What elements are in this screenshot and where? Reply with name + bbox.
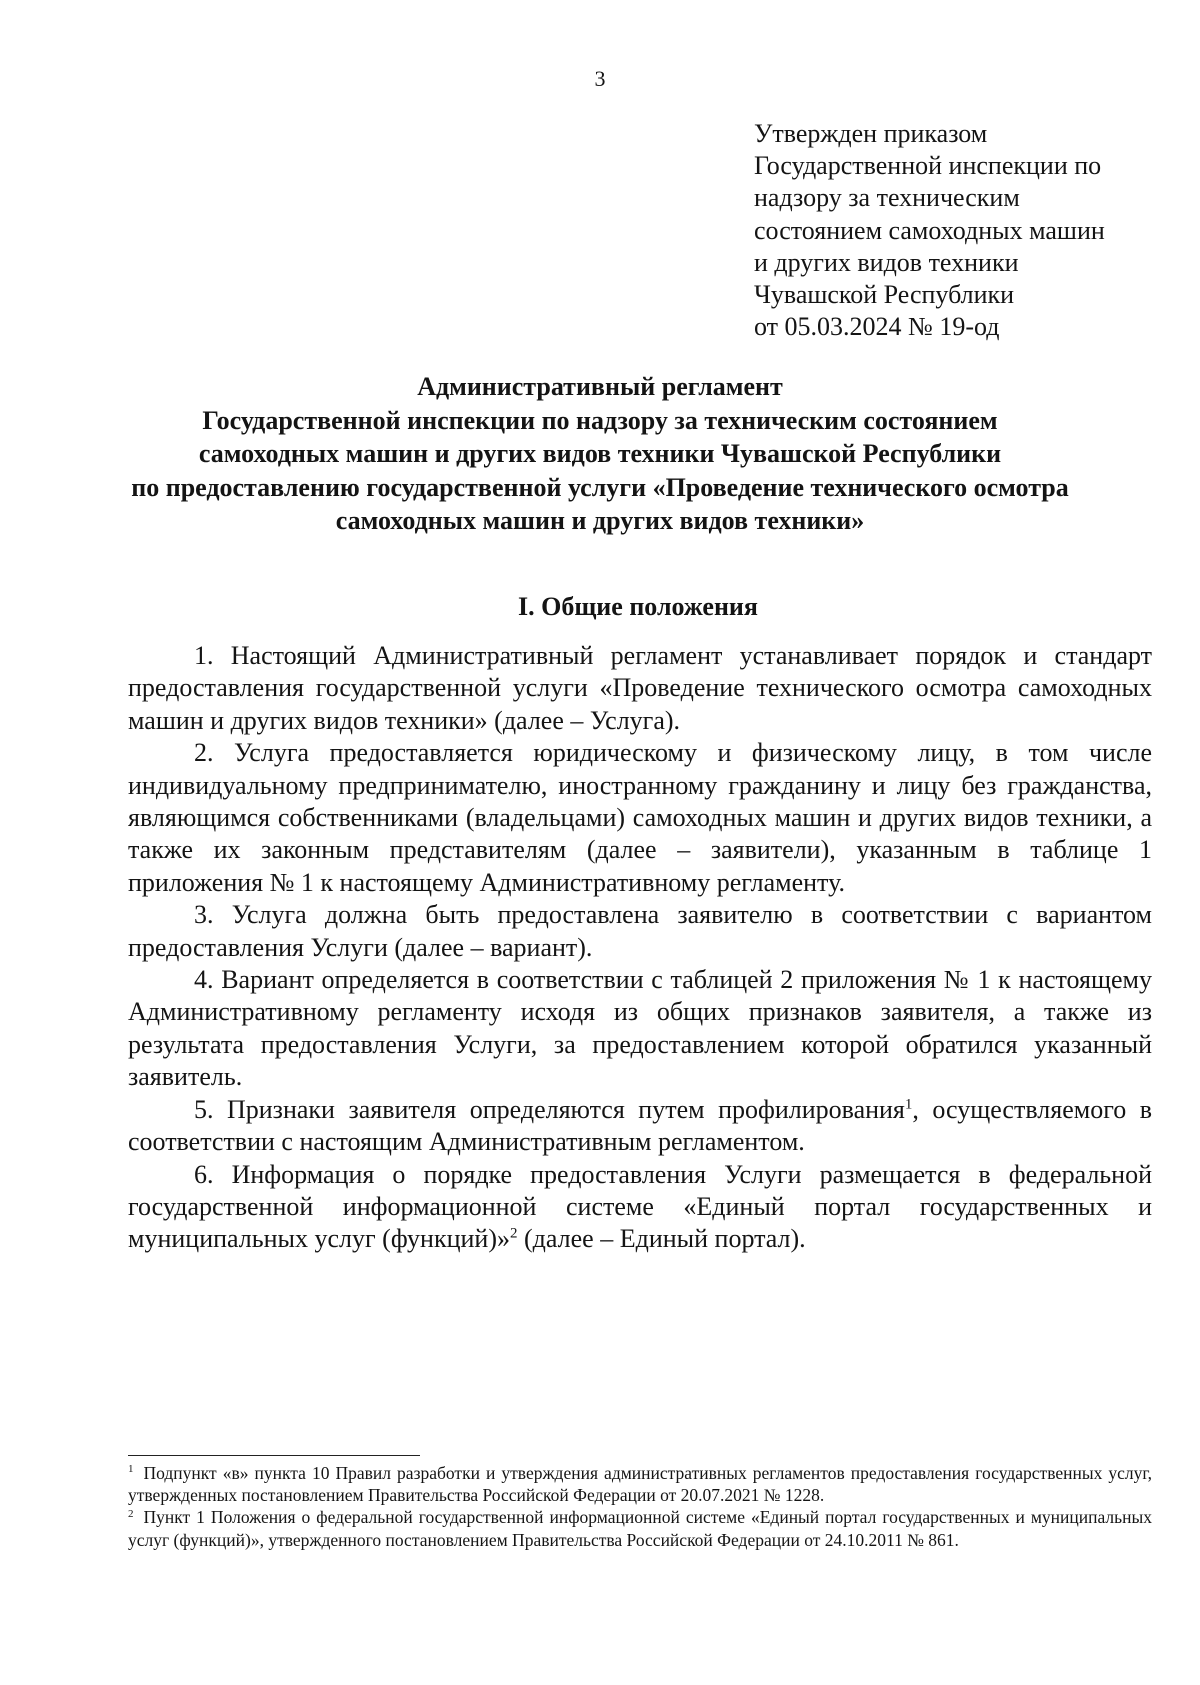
title-line: по предоставлению государственной услуги «Проведение технического осмотра xyxy=(131,472,1069,502)
paragraph-6-text-end: (далее – Единый портал). xyxy=(517,1224,806,1254)
footnote-1-text: Подпункт «в» пункта 10 Правил разработки и утверждения административных регламентов предоставления государственных услуг, утвержденных постановлением Правительства Российской Федерации от 20.07.2021 № 1228. xyxy=(128,1463,1152,1506)
page-number: 3 xyxy=(594,66,606,91)
paragraph-5-text: 5. Признаки заявителя определяются путем профилирования xyxy=(194,1094,905,1124)
paragraph-3: 3. Услуга должна быть предоставлена заявителю в соответствии с вариантом предоставления Услуги (далее – вариант). xyxy=(128,900,1152,962)
paragraph-2: 2. Услуга предоставляется юридическому и физическому лицу, в том числе индивидуальному предпринимателю, иностранному гражданину и лицу без гражданства, являющимся собственниками (владельцами) самоходных машин и других видов техники, а также их законным представителям (далее – заявители), указанным в таблице 1 приложения № 1 к настоящему Административному регламенту. xyxy=(128,738,1152,897)
approval-line: надзору за техническим xyxy=(754,183,1020,213)
section-heading: I. Общие положения xyxy=(518,592,758,621)
paragraph-5-text-end: , осуществляемого в соответствии с настоящим Административным регламентом. xyxy=(128,1094,1152,1157)
paragraph-6 xyxy=(128,1159,1152,1256)
title-line: Государственной инспекции по надзору за техническим состоянием xyxy=(202,405,998,435)
approval-line: от 05.03.2024 № 19-од xyxy=(754,312,1000,342)
footnote-mark-2: 2 xyxy=(128,1507,134,1520)
paragraph-6-text: 6. Информация о порядке предоставления Услуги размещается в федеральной государственной информационной системе «Единый портал государственных и муниципальных услуг (функций)» xyxy=(128,1159,1152,1254)
footnote-1 xyxy=(128,1462,1152,1506)
footnotes xyxy=(128,1462,1152,1551)
footnote-mark-1: 1 xyxy=(128,1463,134,1476)
approval-line: Чувашской Республики xyxy=(754,280,1015,310)
paragraph-5 xyxy=(128,1094,1152,1159)
approval-line: состоянием самоходных машин xyxy=(754,215,1105,245)
footnote-ref-1: 1 xyxy=(904,1096,913,1113)
paragraph-4: 4. Вариант определяется в соответствии с таблицей 2 приложения № 1 к настоящему Административному регламенту исходя из общих признаков заявителя, а также из результата предоставления Услуги, за предоставлением которой обратился указанный заявитель. xyxy=(128,965,1152,1092)
footnote-2-text: Пункт 1 Положения о федеральной государственной информационной системе «Единый портал государственных и муниципальных услуг (функций)», утвержденного постановлением Правительства Российской Федерации от 24.10.2011 № 861. xyxy=(128,1507,1152,1550)
approval-line: Утвержден приказом xyxy=(754,119,988,148)
paragraph-1: 1. Настоящий Административный регламент устанавливает порядок и стандарт предоставления государственной услуги «Проведение технического осмотра самоходных машин и других видов техники» (далее – Услуга). xyxy=(128,641,1152,735)
footnote-2 xyxy=(128,1506,1152,1550)
title-line: самоходных машин и других видов техники» xyxy=(335,506,865,535)
title-line: Административный регламент xyxy=(417,372,783,401)
document-title xyxy=(60,370,1140,538)
section-body xyxy=(128,640,1152,1256)
approval-stamp xyxy=(754,118,1194,343)
title-line: самоходных машин и других видов техники Чувашской Республики xyxy=(198,439,1002,468)
approval-line: Государственной инспекции по xyxy=(754,151,1102,181)
footnote-ref-2: 2 xyxy=(510,1225,518,1242)
approval-line: и других видов техники xyxy=(754,247,1019,277)
footnote-divider xyxy=(128,1455,420,1456)
